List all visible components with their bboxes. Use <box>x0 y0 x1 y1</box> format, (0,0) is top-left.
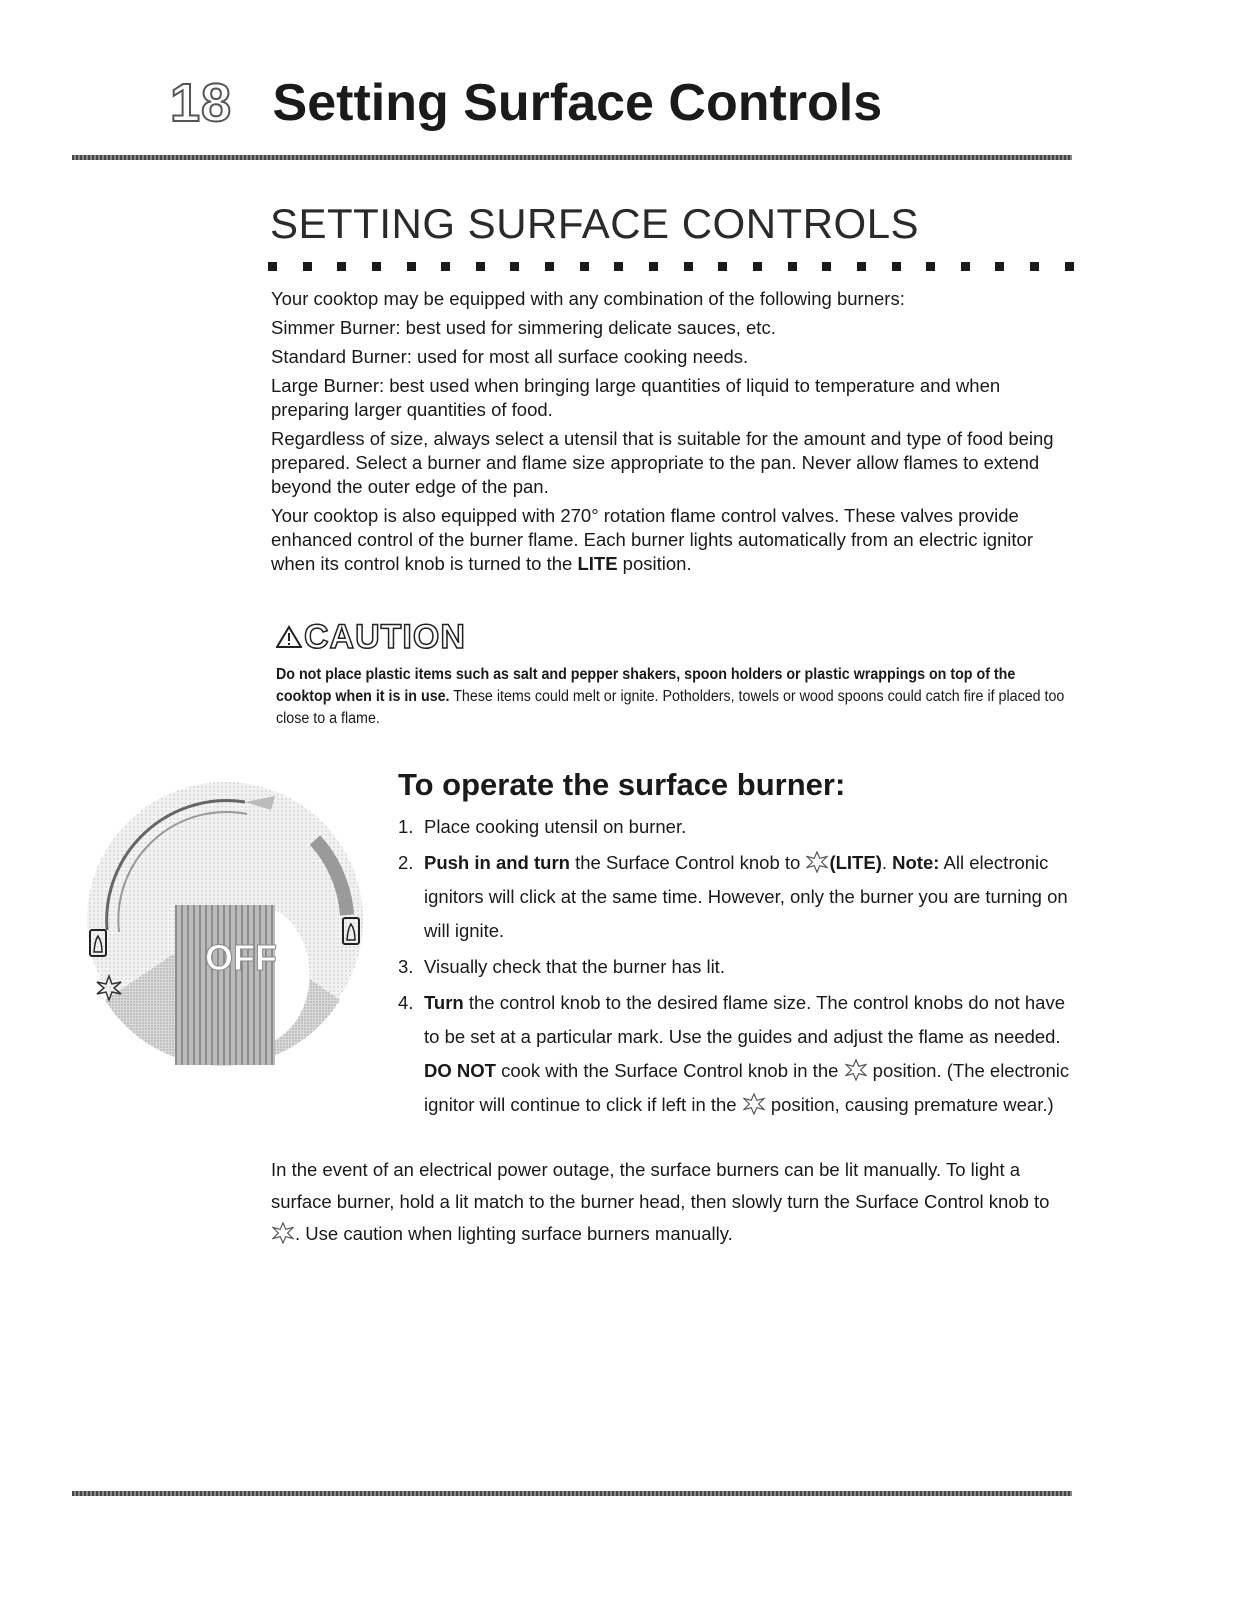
caution-label: CAUTION <box>304 617 466 656</box>
caution-text: Do not place plastic items such as salt and pepper shakers, spoon holders or plastic wrappings on top of the cooktop when it is in use. These items could melt or ignite. Potholders, towels or wood spoons could catch fire if placed too close to a flame. <box>276 666 1065 727</box>
operate-heading: To operate the surface burner: <box>398 767 846 802</box>
spark-icon <box>272 1222 294 1244</box>
control-knob-diagram <box>85 770 365 1070</box>
caution-heading <box>276 617 1076 657</box>
square-dot-divider <box>268 262 1074 272</box>
knob-handle <box>175 905 275 1065</box>
step-1: 1. Place cooking utensil on burner. <box>398 816 687 837</box>
page-number: 18 <box>170 73 233 133</box>
power-outage-text: In the event of an electrical power outage, the surface burners can be lit manually. To light a surface burner, hold a lit match to the burner head, then slowly turn the Surface Control knob to . Use caution when lighting surface burners manually. <box>271 1159 1050 1244</box>
utensil-text: Regardless of size, always select a utensil that is suitable for the amount and type of food being prepared. Select a burner and flame size appropriate to the pan. Never allow flames to extend beyond the outer edge of the pan. <box>271 428 1054 497</box>
page-header <box>170 72 882 152</box>
intro-text <box>271 287 1071 581</box>
lite-label: LITE <box>577 553 618 574</box>
step-4: 4. Turn the control knob to the desired flame size. The control knobs do not have to be set at a particular mark. Use the guides and adjust the flame as needed. DO NOT cook with the Surface Control knob in the position. (The electronic ignitor will continue to click if left in the position, causing premature wear.) <box>398 992 1070 1115</box>
footer-divider <box>72 1491 1072 1496</box>
valves-text: Your cooktop is also equipped with 270° rotation flame control valves. These valves provide enhanced control of the burner flame. Each burner lights automatically from an electric ignitor when its control knob is turned to the LITE position. <box>271 505 1033 574</box>
step-3: 3. Visually check that the burner has lit. <box>398 956 725 977</box>
large-burner-text: Large Burner: best used when bringing large quantities of liquid to temperature and when preparing larger quantities of food. <box>271 375 1001 420</box>
off-label: OFF <box>205 937 277 978</box>
operate-steps <box>398 810 1074 1124</box>
step-2: 2. Push in and turn the Surface Control knob to (LITE). Note: All electronic ignitors will click at the same time. However, only the burner you are turning on will ignite. <box>398 852 1068 941</box>
section-title: SETTING SURFACE CONTROLS <box>270 200 920 247</box>
spark-icon <box>806 851 828 873</box>
simmer-burner-text: Simmer Burner: best used for simmering delicate sauces, etc. <box>271 317 776 338</box>
chapter-title: Setting Surface Controls <box>272 74 883 132</box>
intro-paragraph: Your cooktop may be equipped with any combination of the following burners: <box>271 288 905 309</box>
spark-icon <box>845 1059 867 1081</box>
warning-triangle-icon <box>276 625 302 649</box>
caution-box <box>276 617 1076 730</box>
spark-icon <box>743 1093 765 1115</box>
standard-burner-text: Standard Burner: used for most all surface cooking needs. <box>271 346 749 367</box>
header-divider <box>72 155 1072 160</box>
